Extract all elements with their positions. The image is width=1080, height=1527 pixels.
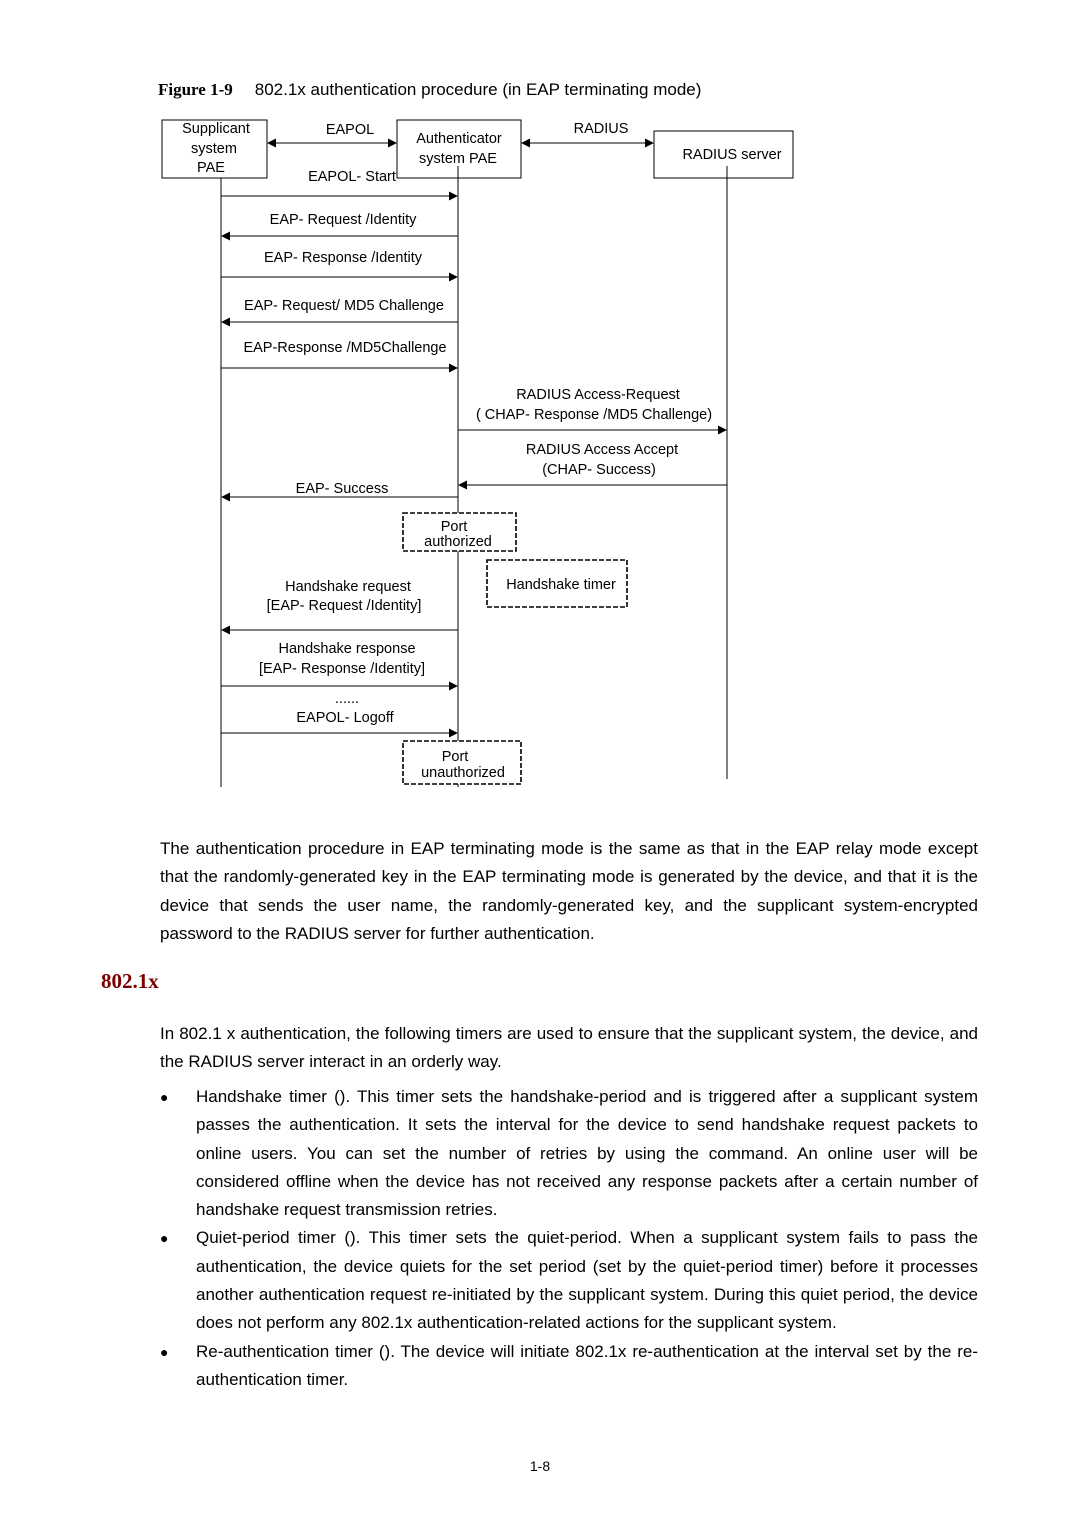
timer-item-text: ). This timer sets the handshake-period and is triggered after a supplicant system passes the authentication. It sets the interval for the device to send handshake request packets to online users. You can set the number of retries by using the — [196, 1087, 979, 1163]
bullet-icon: ● — [160, 1230, 169, 1247]
timer-item-text: ). The device will initiate 802.1x re-authentication at the interval set by the re-authentication timer. — [196, 1341, 979, 1389]
msg-eap-success: EAP- Success — [295, 481, 389, 497]
msg-radius-access-accept: RADIUS Access Accept — [525, 442, 679, 458]
msg-eap-response-identity: EAP- Response /Identity — [264, 250, 422, 266]
msg-eapol-logoff: EAPOL- Logoff — [296, 710, 394, 726]
port-unauthorized-label-1: Port — [441, 749, 469, 765]
msg-eap-request-md5: EAP- Request/ MD5 Challenge — [244, 298, 444, 314]
port-authorized-label-1: Port — [440, 519, 468, 535]
msg-handshake-request: Handshake request — [285, 579, 411, 595]
msg-ellipsis: ...... — [334, 691, 360, 707]
port-authorized-label-2: authorized — [424, 534, 492, 550]
handshake-timer-label: Handshake timer — [506, 577, 616, 593]
protocol-radius: RADIUS — [573, 121, 629, 137]
port-unauthorized-label-2: unauthorized — [421, 765, 505, 781]
timer-item-handshake — [160, 1083, 978, 1224]
timer-item-text: ). This timer sets the quiet-period. When a supplicant system fails to pass the authentication, the device quiets for the set period (set by the quiet-period timer) before it processes another authentication request re-initiated by the supplicant system. During this quiet period, the device does not perform any 802.1x authentication-related actions for the supplicant system. — [196, 1228, 979, 1333]
timers-intro-paragraph: In 802.1 x authentication, the following timers are used to ensure that the supplicant system, the device, and the RADIUS server interact in an orderly way. — [160, 1024, 978, 1072]
authenticator-label-2: system PAE — [419, 151, 497, 167]
supplicant-label-3: PAE — [197, 160, 225, 176]
msg-handshake-response: Handshake response — [278, 641, 416, 657]
section-heading: 802.1x — [101, 969, 159, 993]
msg-radius-access-request-detail: ( CHAP- Response /MD5 Challenge) — [475, 407, 713, 423]
timer-item-reauth — [160, 1338, 978, 1395]
figure-number: Figure 1-9 — [158, 80, 233, 99]
bullet-icon: ● — [160, 1089, 169, 1105]
supplicant-label-1: Supplicant — [182, 121, 250, 137]
authenticator-label-1: Authenticator — [416, 131, 502, 147]
page-number: 1-8 — [529, 1458, 551, 1474]
msg-eapol-start: EAPOL- Start — [308, 169, 396, 185]
figure-title: 802.1x authentication procedure (in EAP terminating mode) — [254, 80, 702, 99]
supplicant-label-2: system — [191, 141, 237, 157]
protocol-eapol: EAPOL — [325, 122, 375, 138]
msg-handshake-response-detail: [EAP- Response /Identity] — [258, 661, 426, 677]
authenticator-box — [397, 120, 521, 178]
msg-eap-response-md5: EAP-Response /MD5Challenge — [243, 340, 447, 356]
msg-radius-access-request: RADIUS Access-Request — [516, 387, 680, 403]
msg-eap-request-identity: EAP- Request /Identity — [269, 212, 417, 228]
timer-item-text2: command. An online user will be considered offline when the device has not received any response packets after a certain number of handshake request transmission retries. — [196, 1143, 978, 1220]
timer-item-lead: Quiet-period timer ( — [196, 1228, 350, 1248]
timer-item-lead: Re-authentication timer ( — [196, 1341, 385, 1361]
msg-handshake-request-detail: [EAP- Request /Identity] — [266, 598, 422, 614]
bullet-icon: ● — [160, 1343, 169, 1360]
description-paragraph: The authentication procedure in EAP terminating mode is the same as that in the EAP relay mode except that the randomly-generated key in the EAP terminating mode is generated by the device, and that it is the device that sends the user name, the randomly-generated key, and the supplicant system-encrypted password to the RADIUS server for further authentication. — [160, 839, 978, 943]
msg-radius-access-accept-detail: (CHAP- Success) — [542, 462, 656, 478]
radius-server-label: RADIUS server — [682, 147, 782, 163]
timer-item-quiet — [160, 1224, 978, 1337]
timer-item-lead: Handshake timer ( — [196, 1087, 340, 1106]
timer-list — [160, 1083, 978, 1394]
